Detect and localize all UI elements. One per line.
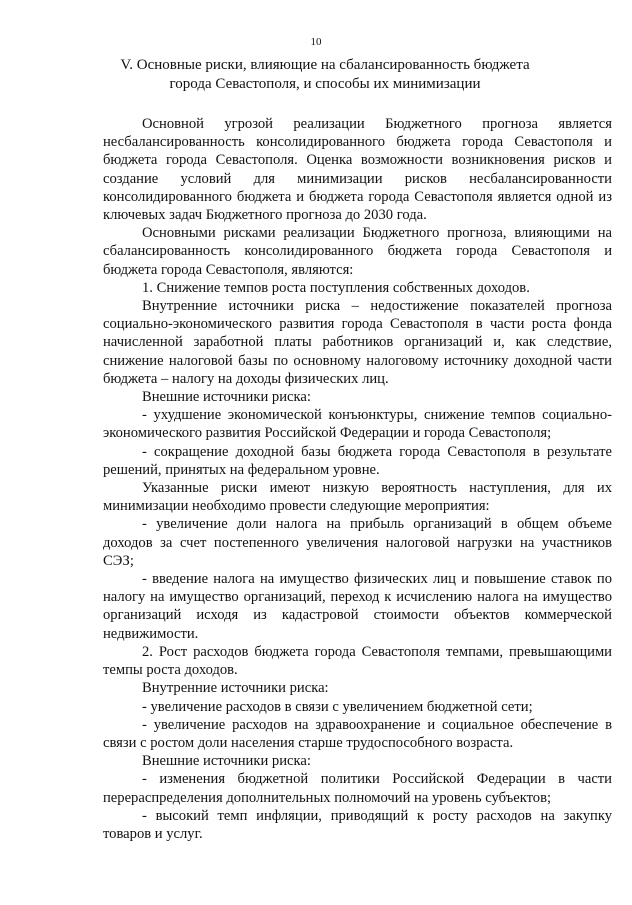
section-heading [110, 56, 540, 94]
paragraph-main-threat: Основной угрозой реализации Бюджетного прогноза является несбалансированность консолидированного бюджета города Севастополя и бюджета города Севастополя. Оценка возможности возникновения рисков и создание условий для минимизации рисков несбалансированности консолидированного бюджета и бюджета города Севастополя является одной из ключевых задач Бюджетного прогноза до 2030 года. [103, 116, 612, 224]
list-item-high-inflation: - высокий темп инфляции, приводящий к росту расходов на закупку товаров и услуг. [103, 807, 612, 842]
list-item-profit-tax-share: - увеличение доли налога на прибыль организаций в общем объеме доходов за счет постепенного увеличения налоговой нагрузки на участников СЭЗ; [103, 516, 612, 569]
paragraph-risk-1-title: 1. Снижение темпов роста поступления собственных доходов. [142, 279, 530, 296]
list-item-federal-policy-changes: - изменения бюджетной политики Российской Федерации в части перераспределения дополнительных полномочий на уровень субъектов; [103, 771, 612, 806]
list-item-healthcare-social-costs: - увеличение расходов на здравоохранение и социальное обеспечение в связи с ростом доли населения старше трудоспособного возраста. [103, 716, 612, 751]
document-body [103, 115, 612, 843]
section-heading-line-2: города Севастополя, и способы их минимизации [169, 76, 481, 92]
paragraph-risk-2-external-label: Внешние источники риска: [142, 753, 311, 770]
list-item-revenue-base-reduction: - сокращение доходной базы бюджета города Севастополя в результате решений, принятых на федеральном уровне. [103, 443, 612, 478]
paragraph-mitigation-intro: Указанные риски имеют низкую вероятность наступления, для их минимизации необходимо провести следующие мероприятия: [103, 480, 612, 515]
page-number: 10 [310, 36, 322, 48]
list-item-budget-network-growth: - увеличение расходов в связи с увеличением бюджетной сети; [142, 698, 533, 715]
paragraph-risk-2-internal-label: Внутренние источники риска: [142, 680, 329, 697]
paragraph-risk-1-internal: Внутренние источники риска – недостижение показателей прогноза социально-экономического развития города Севастополя в части роста фонда начисленной заработной платы работников организаций и, как следствие, снижение налоговой базы по основному налоговому источнику доходной части бюджета – налогу на доходы физических лиц. [103, 298, 612, 387]
paragraph-risk-2-title: 2. Рост расходов бюджета города Севастополя темпами, превышающими темпы роста доходов. [103, 643, 612, 679]
list-item-property-tax: - введение налога на имущество физических лиц и повышение ставок по налогу на имущество организаций, переход к исчислению налога на имущество организаций исходя из кадастровой стоимости объектов коммерческой недвижимости. [103, 571, 612, 642]
list-item-economic-slowdown: - ухудшение экономической конъюнктуры, снижение темпов социально-экономического развития Российской Федерации и города Севастополя; [103, 407, 612, 442]
paragraph-main-risks-intro: Основными рисками реализации Бюджетного прогноза, влияющими на сбалансированность консолидированного бюджета города Севастополя и бюджета города Севастополя, являются: [103, 225, 612, 278]
section-heading-line-1: V. Основные риски, влияющие на сбалансированность бюджета [120, 57, 530, 73]
paragraph-risk-1-external-label: Внешние источники риска: [142, 389, 311, 406]
